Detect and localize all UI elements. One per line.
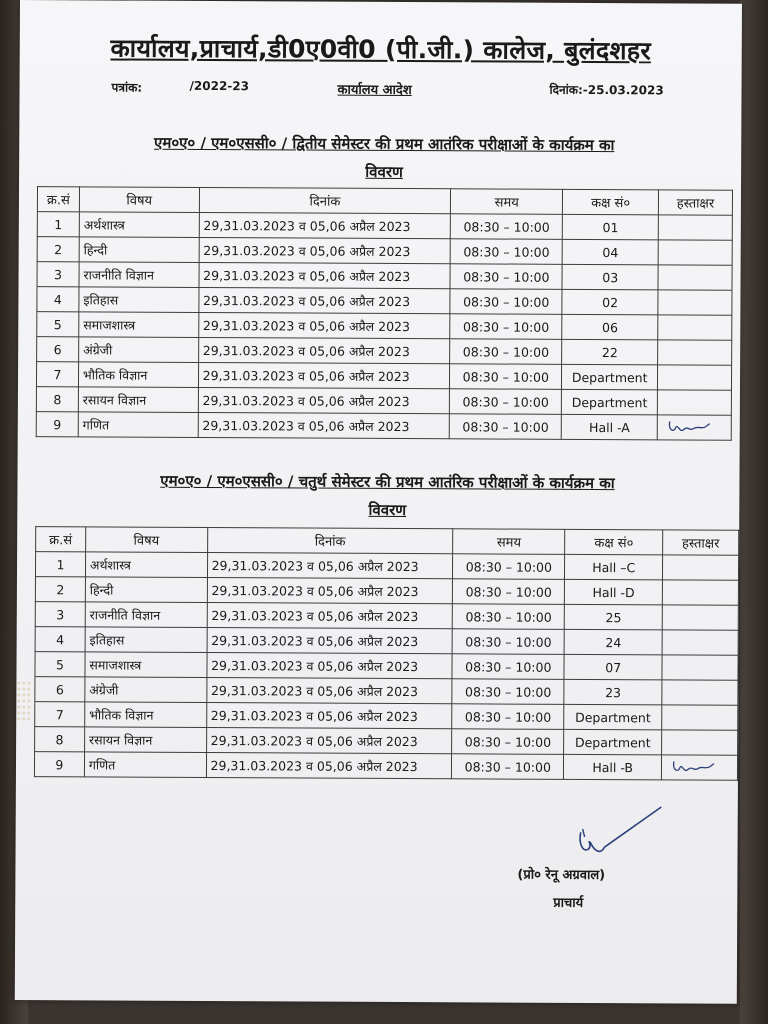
exam-date-cell: 29,31.03.2023 व 05,06 अप्रैल 2023 bbox=[199, 237, 451, 263]
subject-cell: अंग्रेजी bbox=[85, 677, 207, 703]
exam-time-cell: 08:30 – 10:00 bbox=[450, 314, 562, 340]
exam-date-cell: 29,31.03.2023 व 05,06 अप्रैल 2023 bbox=[207, 627, 453, 653]
order-date: दिनांक:-25.03.2023 bbox=[549, 82, 664, 98]
signature-cell bbox=[658, 215, 732, 240]
header-time: समय bbox=[453, 529, 565, 555]
room-number-cell: Hall –C bbox=[565, 554, 663, 580]
exam-date-cell: 29,31.03.2023 व 05,06 अप्रैल 2023 bbox=[206, 677, 452, 703]
room-number-cell: 04 bbox=[562, 239, 658, 265]
subject-cell: गणित bbox=[84, 752, 206, 778]
serial-number-cell: 9 bbox=[34, 752, 84, 777]
exam-date-cell: 29,31.03.2023 व 05,06 अप्रैल 2023 bbox=[198, 337, 450, 363]
reference-year: /2022-23 bbox=[189, 78, 250, 94]
fourth-semester-schedule-table bbox=[34, 526, 739, 781]
header-date: दिनांक bbox=[199, 187, 451, 213]
exam-date-cell: 29,31.03.2023 व 05,06 अप्रैल 2023 bbox=[207, 652, 453, 678]
subject-cell: गणित bbox=[78, 412, 198, 438]
header-subject: विषय bbox=[79, 187, 199, 213]
subject-cell: अर्थशास्त्र bbox=[85, 552, 207, 578]
serial-number-cell: 2 bbox=[35, 577, 85, 602]
table-row bbox=[37, 212, 732, 241]
room-number-cell: 25 bbox=[564, 604, 662, 630]
exam-time-cell: 08:30 – 10:00 bbox=[452, 729, 564, 755]
header-serial: क्र.सं bbox=[37, 187, 79, 212]
room-number-cell: Hall -D bbox=[565, 579, 663, 605]
table-row bbox=[35, 602, 738, 631]
room-number-cell: Department bbox=[562, 364, 658, 390]
header-room: कक्ष सं० bbox=[563, 189, 659, 215]
subject-cell: रसायन विज्ञान bbox=[78, 387, 198, 413]
exam-date-cell: 29,31.03.2023 व 05,06 अप्रैल 2023 bbox=[198, 312, 450, 338]
room-number-cell: 23 bbox=[564, 679, 662, 705]
office-order-title: कार्यालय आदेश bbox=[337, 82, 412, 99]
table-row bbox=[35, 677, 738, 706]
exam-date-cell: 29,31.03.2023 व 05,06 अप्रैल 2023 bbox=[198, 362, 450, 388]
table-row bbox=[34, 752, 737, 781]
exam-date-cell: 29,31.03.2023 व 05,06 अप्रैल 2023 bbox=[206, 702, 452, 728]
exam-time-cell: 08:30 – 10:00 bbox=[450, 339, 562, 365]
exam-time-cell: 08:30 – 10:00 bbox=[450, 364, 562, 390]
exam-time-cell: 08:30 – 10:00 bbox=[452, 704, 564, 730]
table-row bbox=[35, 627, 738, 656]
exam-time-cell: 08:30 – 10:00 bbox=[453, 554, 565, 580]
table-row bbox=[35, 702, 738, 731]
serial-number-cell: 4 bbox=[35, 627, 85, 652]
signature-cell bbox=[662, 705, 738, 730]
serial-number-cell: 3 bbox=[35, 602, 85, 627]
reference-label: पत्रांक: bbox=[111, 80, 143, 95]
room-number-cell: 07 bbox=[564, 654, 662, 680]
serial-number-cell: 6 bbox=[37, 337, 79, 362]
signature-cell bbox=[658, 365, 732, 390]
subject-cell: समाजशास्त्र bbox=[85, 652, 207, 678]
serial-number-cell: 8 bbox=[36, 387, 78, 412]
subject-cell: हिन्दी bbox=[79, 237, 199, 263]
section2-heading-line1: एम०ए० / एम०एससी० / चतुर्थ सेमेस्टर की प्रथम आतंरिक परीक्षाओं के कार्यक्रम का bbox=[160, 471, 615, 493]
exam-date-cell: 29,31.03.2023 व 05,06 अप्रैल 2023 bbox=[207, 602, 453, 628]
signature-cell bbox=[662, 730, 738, 755]
table-row bbox=[37, 237, 732, 266]
header-serial: क्र.सं bbox=[36, 527, 86, 552]
exam-time-cell: 08:30 – 10:00 bbox=[452, 754, 564, 780]
section1-heading-line2: विवरण bbox=[365, 162, 403, 182]
signature-cell bbox=[657, 390, 731, 415]
table-row bbox=[36, 362, 731, 391]
room-number-cell: 02 bbox=[562, 289, 658, 315]
serial-number-cell: 9 bbox=[36, 412, 78, 437]
table-row bbox=[37, 337, 732, 366]
room-number-cell: Department bbox=[562, 389, 658, 415]
room-number-cell: 03 bbox=[562, 264, 658, 290]
exam-time-cell: 08:30 – 10:00 bbox=[452, 654, 564, 680]
exam-time-cell: 08:30 – 10:00 bbox=[450, 289, 562, 315]
table-row bbox=[35, 727, 738, 756]
room-number-cell: 01 bbox=[562, 214, 658, 240]
signature-cell bbox=[658, 290, 732, 315]
exam-date-cell: 29,31.03.2023 व 05,06 अप्रैल 2023 bbox=[207, 552, 453, 578]
room-number-cell: 24 bbox=[564, 629, 662, 655]
table-row bbox=[35, 652, 738, 681]
room-number-cell: Hall -B bbox=[564, 754, 662, 780]
header-signature: हस्ताक्षर bbox=[663, 530, 739, 555]
subject-cell: रसायन विज्ञान bbox=[84, 727, 206, 753]
serial-number-cell: 2 bbox=[37, 237, 79, 262]
subject-cell: भौतिक विज्ञान bbox=[78, 362, 198, 388]
exam-date-cell: 29,31.03.2023 व 05,06 अप्रैल 2023 bbox=[206, 727, 452, 753]
document-page bbox=[15, 0, 742, 1004]
room-number-cell: 22 bbox=[562, 339, 658, 365]
serial-number-cell: 1 bbox=[35, 552, 85, 577]
exam-date-cell: 29,31.03.2023 व 05,06 अप्रैल 2023 bbox=[199, 212, 451, 238]
exam-time-cell: 08:30 – 10:00 bbox=[450, 264, 562, 290]
serial-number-cell: 5 bbox=[37, 312, 79, 337]
serial-number-cell: 1 bbox=[37, 212, 79, 237]
room-number-cell: Department bbox=[564, 729, 662, 755]
serial-number-cell: 8 bbox=[35, 727, 85, 752]
header-date: दिनांक bbox=[207, 527, 453, 553]
signature-cell bbox=[662, 655, 738, 680]
exam-date-cell: 29,31.03.2023 व 05,06 अप्रैल 2023 bbox=[198, 387, 450, 413]
initials-signature-mark bbox=[670, 757, 718, 777]
room-number-cell: 06 bbox=[562, 314, 658, 340]
header-signature: हस्ताक्षर bbox=[659, 190, 733, 215]
exam-time-cell: 08:30 – 10:00 bbox=[451, 214, 563, 240]
signature-cell bbox=[662, 755, 738, 780]
section2-heading bbox=[57, 466, 717, 525]
table-header-row bbox=[36, 527, 739, 556]
exam-time-cell: 08:30 – 10:00 bbox=[450, 239, 562, 265]
college-office-title: कार्यालय,प्राचार्य,डी0ए0वी0 (पी.जी.) कालेज, बुलंदशहर bbox=[110, 33, 652, 66]
exam-date-cell: 29,31.03.2023 व 05,06 अप्रैल 2023 bbox=[206, 752, 452, 778]
table-row bbox=[37, 262, 732, 291]
exam-date-cell: 29,31.03.2023 व 05,06 अप्रैल 2023 bbox=[198, 412, 450, 438]
table-row bbox=[37, 287, 732, 316]
exam-time-cell: 08:30 – 10:00 bbox=[452, 629, 564, 655]
signature-cell bbox=[662, 605, 738, 630]
exam-time-cell: 08:30 – 10:00 bbox=[452, 679, 564, 705]
table-row bbox=[36, 387, 731, 416]
serial-number-cell: 4 bbox=[37, 287, 79, 312]
signature-cell bbox=[658, 340, 732, 365]
exam-date-cell: 29,31.03.2023 व 05,06 अप्रैल 2023 bbox=[207, 577, 453, 603]
subject-cell: अर्थशास्त्र bbox=[79, 212, 199, 238]
exam-time-cell: 08:30 – 10:00 bbox=[450, 414, 562, 440]
principal-title: प्राचार्य bbox=[553, 895, 584, 911]
signature-cell bbox=[657, 415, 731, 440]
table-row bbox=[35, 552, 738, 581]
room-number-cell: Department bbox=[564, 704, 662, 730]
serial-number-cell: 3 bbox=[37, 262, 79, 287]
signature-cell bbox=[663, 555, 739, 580]
exam-time-cell: 08:30 – 10:00 bbox=[450, 389, 562, 415]
background-right-edge bbox=[740, 0, 768, 1024]
header-room: कक्ष सं० bbox=[565, 529, 663, 555]
header-time: समय bbox=[451, 189, 563, 215]
subject-cell: भौतिक विज्ञान bbox=[85, 702, 207, 728]
exam-date-cell: 29,31.03.2023 व 05,06 अप्रैल 2023 bbox=[199, 262, 451, 288]
section2-heading-line2: विवरण bbox=[368, 500, 407, 520]
subject-cell: समाजशास्त्र bbox=[79, 312, 199, 338]
subject-cell: इतिहास bbox=[85, 627, 207, 653]
exam-time-cell: 08:30 – 10:00 bbox=[453, 604, 565, 630]
principal-name: (प्रो० रेनू अग्रवाल) bbox=[517, 867, 606, 884]
table-row bbox=[37, 312, 732, 341]
exam-date-cell: 29,31.03.2023 व 05,06 अप्रैल 2023 bbox=[198, 287, 450, 313]
exam-time-cell: 08:30 – 10:00 bbox=[453, 579, 565, 605]
signature-cell bbox=[658, 315, 732, 340]
serial-number-cell: 7 bbox=[36, 362, 78, 387]
reference-row bbox=[19, 78, 741, 100]
signature-cell bbox=[658, 265, 732, 290]
serial-number-cell: 5 bbox=[35, 652, 85, 677]
header-subject: विषय bbox=[85, 527, 207, 553]
serial-number-cell: 6 bbox=[35, 677, 85, 702]
section1-heading-line1: एम०ए० / एम०एससी० / द्वितीय सेमेस्टर की प्रथम आतंरिक परीक्षाओं के कार्यक्रम का bbox=[154, 133, 615, 155]
subject-cell: इतिहास bbox=[79, 287, 199, 313]
serial-number-cell: 7 bbox=[35, 702, 85, 727]
table-header-row bbox=[37, 187, 732, 216]
section1-heading bbox=[69, 128, 699, 187]
paper-speck-decoration bbox=[16, 680, 30, 720]
signature-cell bbox=[658, 240, 732, 265]
subject-cell: अंग्रेजी bbox=[79, 337, 199, 363]
signature-cell bbox=[662, 630, 738, 655]
table-row bbox=[35, 577, 738, 606]
second-semester-schedule-table bbox=[36, 186, 733, 441]
subject-cell: राजनीति विज्ञान bbox=[85, 602, 207, 628]
initials-signature-mark bbox=[666, 417, 714, 437]
principal-signature-mark bbox=[560, 803, 670, 874]
signature-cell bbox=[662, 680, 738, 705]
subject-cell: हिन्दी bbox=[85, 577, 207, 603]
subject-cell: राजनीति विज्ञान bbox=[79, 262, 199, 288]
signature-cell bbox=[662, 580, 738, 605]
room-number-cell: Hall -A bbox=[561, 414, 657, 440]
table-row bbox=[36, 412, 731, 441]
